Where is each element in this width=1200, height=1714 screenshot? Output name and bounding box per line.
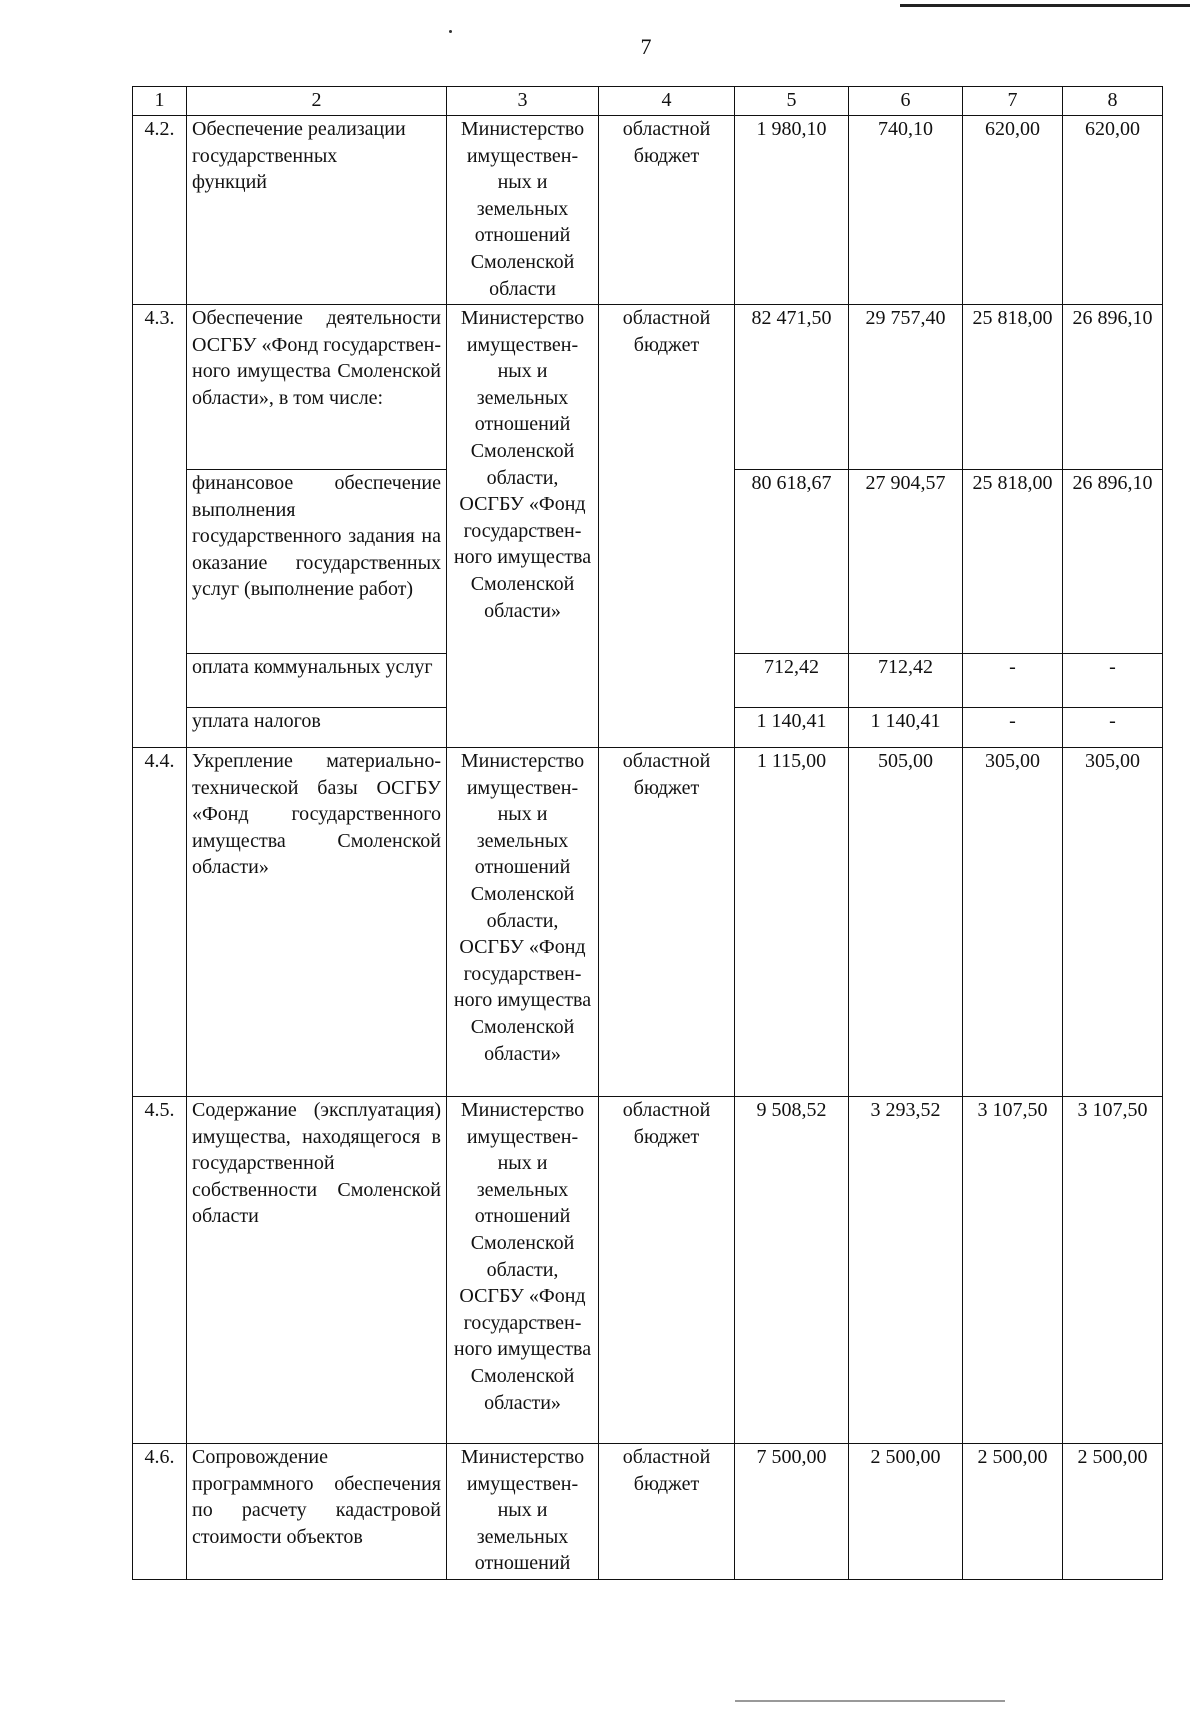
- table-row: [133, 1444, 1163, 1580]
- subitem-name: финансовое обеспечение выполнения государственного задания на оказание государственных услуг (выполнение работ): [187, 470, 447, 654]
- value-year2: 25 818,00: [963, 470, 1063, 654]
- executor: Министерство имуществен-ных и земельных отношений Смоленской области, ОСГБУ «Фонд государствен-ного имущества Смоленской области»: [447, 1097, 599, 1444]
- value-year2: 2 500,00: [963, 1444, 1063, 1580]
- value-year3: 26 896,10: [1063, 470, 1163, 654]
- page-number: 7: [640, 34, 652, 59]
- value-year1: 29 757,40: [849, 305, 963, 470]
- row-number: 4.6.: [133, 1444, 187, 1580]
- value-year1: 3 293,52: [849, 1097, 963, 1444]
- value-total: 1 140,41: [735, 708, 849, 748]
- table-row: [133, 1097, 1163, 1444]
- measure-name: Обеспечение деятельности ОСГБУ «Фонд государствен-ного имущества Смоленской области», в том числе:: [187, 305, 447, 470]
- value-year3: 620,00: [1063, 116, 1163, 305]
- value-year1: 712,42: [849, 654, 963, 708]
- measure-name: Обеспечение реализации государственных функций: [187, 116, 447, 305]
- funding-source: областной бюджет: [599, 1097, 735, 1444]
- table-row: [133, 748, 1163, 1097]
- value-year2: 305,00: [963, 748, 1063, 1097]
- row-number: 4.2.: [133, 116, 187, 305]
- scan-speck: [449, 30, 452, 33]
- budget-table: [132, 86, 1163, 1580]
- header-cell: 1: [133, 87, 187, 116]
- row-number: 4.5.: [133, 1097, 187, 1444]
- value-year2: 620,00: [963, 116, 1063, 305]
- funding-source: областной бюджет: [599, 305, 735, 748]
- measure-name: Укрепление материально-технической базы ОСГБУ «Фонд государственного имущества Смоленской области»: [187, 748, 447, 1097]
- value-year3: -: [1063, 708, 1163, 748]
- value-total: 9 508,52: [735, 1097, 849, 1444]
- executor: Министерство имуществен-ных и земельных отношений Смоленской области, ОСГБУ «Фонд государствен-ного имущества Смоленской области»: [447, 305, 599, 748]
- header-cell: 8: [1063, 87, 1163, 116]
- value-year1: 27 904,57: [849, 470, 963, 654]
- measure-name: Содержание (эксплуатация) имущества, находящегося в государственной собственности Смоленской области: [187, 1097, 447, 1444]
- executor: Министерство имуществен-ных и земельных отношений Смоленской области: [447, 116, 599, 305]
- header-row: [133, 87, 1163, 116]
- value-year2: -: [963, 708, 1063, 748]
- value-year2: 25 818,00: [963, 305, 1063, 470]
- value-year1: 505,00: [849, 748, 963, 1097]
- header-cell: 5: [735, 87, 849, 116]
- measure-name: Сопровождение программного обеспечения по расчету кадастровой стоимости объектов: [187, 1444, 447, 1580]
- bottom-edge-line: [735, 1700, 1005, 1702]
- value-total: 1 115,00: [735, 748, 849, 1097]
- subitem-name: уплата налогов: [187, 708, 447, 748]
- executor: Министерство имуществен-ных и земельных отношений Смоленской области, ОСГБУ «Фонд государствен-ного имущества Смоленской области»: [447, 748, 599, 1097]
- header-cell: 6: [849, 87, 963, 116]
- value-year3: 305,00: [1063, 748, 1163, 1097]
- subitem-name: оплата коммунальных услуг: [187, 654, 447, 708]
- header-cell: 4: [599, 87, 735, 116]
- value-year1: 2 500,00: [849, 1444, 963, 1580]
- value-total: 7 500,00: [735, 1444, 849, 1580]
- row-number: 4.4.: [133, 748, 187, 1097]
- value-year3: 2 500,00: [1063, 1444, 1163, 1580]
- value-year3: 26 896,10: [1063, 305, 1163, 470]
- top-edge-line: [900, 4, 1190, 7]
- value-year1: 1 140,41: [849, 708, 963, 748]
- funding-source: областной бюджет: [599, 1444, 735, 1580]
- value-total: 82 471,50: [735, 305, 849, 470]
- table-row: [133, 116, 1163, 305]
- header-cell: 3: [447, 87, 599, 116]
- row-number: 4.3.: [133, 305, 187, 748]
- funding-source: областной бюджет: [599, 748, 735, 1097]
- value-year2: 3 107,50: [963, 1097, 1063, 1444]
- value-total: 80 618,67: [735, 470, 849, 654]
- value-total: 1 980,10: [735, 116, 849, 305]
- funding-source: областной бюджет: [599, 116, 735, 305]
- header-cell: 7: [963, 87, 1063, 116]
- value-total: 712,42: [735, 654, 849, 708]
- table-row: [133, 305, 1163, 470]
- value-year3: -: [1063, 654, 1163, 708]
- value-year1: 740,10: [849, 116, 963, 305]
- executor: Министерство имуществен-ных и земельных отношений: [447, 1444, 599, 1580]
- value-year3: 3 107,50: [1063, 1097, 1163, 1444]
- header-cell: 2: [187, 87, 447, 116]
- value-year2: -: [963, 654, 1063, 708]
